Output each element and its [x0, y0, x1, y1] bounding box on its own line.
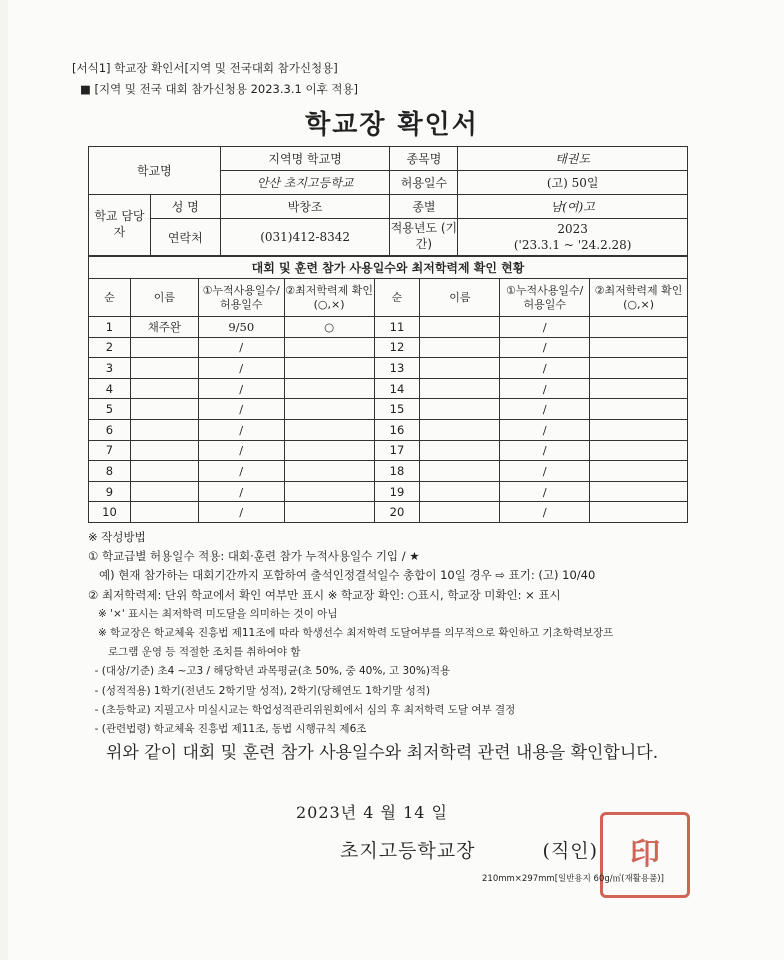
cell-check: [284, 358, 374, 379]
period-value: ('23.3.1 ~ '24.2.28): [513, 238, 632, 252]
cell-check: [590, 317, 688, 338]
cell-name: [130, 337, 198, 358]
school-label: 학교명: [89, 147, 221, 195]
writing-instructions: [88, 528, 613, 739]
cell-days: /: [500, 461, 590, 482]
paper-spec: 210mm×297mm[일반용지 60g/㎡(재활용품)]: [482, 874, 664, 884]
cell-name: [420, 337, 500, 358]
instruction-line: ② 최저학력제: 단위 학교에서 확인 여부만 표시 ※ 학교장 확인: ○표시, 학교장 미확인: × 표시: [88, 587, 561, 602]
header-days: ①누적사용일수/ 허용일수: [198, 279, 284, 317]
cell-check: [284, 378, 374, 399]
cell-days: /: [198, 399, 284, 420]
cell-check: [590, 337, 688, 358]
cell-no: 4: [89, 378, 131, 399]
table-row: [89, 419, 688, 440]
header-days: ①누적사용일수/ 허용일수: [500, 279, 590, 317]
cell-no: 1: [89, 317, 131, 338]
school-info-table: [88, 146, 688, 256]
cell-no: 11: [374, 317, 420, 338]
cell-name: [130, 481, 198, 502]
instruction-line: - (관련법령) 학교체육 진흥법 제11조, 동법 시행규칙 제6조: [88, 723, 367, 736]
table-row: [89, 378, 688, 399]
header-name: 이름: [420, 279, 500, 317]
cell-check: [590, 419, 688, 440]
cell-name: [420, 461, 500, 482]
cell-days: /: [500, 358, 590, 379]
instruction-line: 로그램 운영 등 적절한 조치를 취하여야 함: [88, 646, 301, 659]
contact-label: 연락처: [150, 219, 220, 256]
cell-name: [130, 399, 198, 420]
school-value: 안산 초지고등학교: [220, 171, 390, 195]
form-number: [서식1] 학교장 확인서[지역 및 전국대회 참가신청용]: [72, 61, 338, 75]
cell-days: /: [198, 440, 284, 461]
cell-check: [284, 461, 374, 482]
cell-no: 12: [374, 337, 420, 358]
instruction-line: ① 학교급별 허용일수 적용: 대회·훈련 참가 누적사용일수 기입 / ★: [88, 549, 420, 564]
cell-check: [284, 337, 374, 358]
cell-name: 채주완: [130, 317, 198, 338]
event-label: 종목명: [390, 147, 458, 171]
cell-days: /: [500, 378, 590, 399]
instruction-line: 예) 현재 참가하는 대회기간까지 포함하여 출석인정결석일수 총합이 10일 경우 ⇨ 표기: (고) 10/40: [88, 568, 596, 583]
cell-no: 8: [89, 461, 131, 482]
cell-no: 16: [374, 419, 420, 440]
table-row: [89, 337, 688, 358]
cell-days: /: [198, 502, 284, 523]
cell-days: /: [500, 399, 590, 420]
cell-no: 13: [374, 358, 420, 379]
cell-days: /: [500, 481, 590, 502]
name-label: 성 명: [150, 195, 220, 219]
instruction-line: ※ '×' 표시는 최저학력 미도달을 의미하는 것이 아님: [88, 607, 338, 620]
year-value: 2023: [557, 221, 588, 236]
instruction-line: ※ 작성방법: [88, 530, 146, 544]
cell-name: [130, 378, 198, 399]
cell-name: [420, 399, 500, 420]
header-check: ②최저학력제 확인(○,×): [284, 279, 374, 317]
name-value: 박창조: [220, 195, 390, 219]
cell-no: 18: [374, 461, 420, 482]
cell-name: [420, 481, 500, 502]
cell-no: 3: [89, 358, 131, 379]
cell-name: [130, 440, 198, 461]
cell-check: [590, 358, 688, 379]
cell-name: [130, 461, 198, 482]
cell-days: /: [198, 481, 284, 502]
cell-check: [284, 502, 374, 523]
header-check: ②최저학력제 확인(○,×): [590, 279, 688, 317]
cell-name: [420, 317, 500, 338]
instruction-line: - (초등학교) 지필고사 미실시교는 학업성적관리위원회에서 심의 후 최저학력 도달 여부 결정: [88, 703, 516, 716]
instruction-line: - (대상/기준) 초4 ~고3 / 해당학년 과목평균(초 50%, 중 40%, 고 30%)적용: [88, 665, 451, 678]
cell-check: [590, 481, 688, 502]
cell-days: /: [198, 461, 284, 482]
instruction-line: ※ 학교장은 학교체육 진흥법 제11조에 따라 학생선수 최저학력 도달여부를 의무적으로 확인하고 기초학력보장프: [88, 627, 614, 640]
cell-check: [284, 440, 374, 461]
cell-no: 7: [89, 440, 131, 461]
table-row: [89, 317, 688, 338]
cell-days: /: [198, 378, 284, 399]
cell-no: 17: [374, 440, 420, 461]
table-row: [89, 440, 688, 461]
school-sub: 지역명 학교명: [220, 147, 390, 171]
cell-days: /: [198, 337, 284, 358]
status-title: 대회 및 훈련 참가 사용일수와 최저학력제 확인 현황: [88, 256, 688, 278]
cell-days: /: [500, 337, 590, 358]
cell-check: [590, 440, 688, 461]
cell-name: [420, 378, 500, 399]
gender-label: 종별: [390, 195, 458, 219]
cell-check: [284, 399, 374, 420]
header-name: 이름: [130, 279, 198, 317]
table-row: [89, 481, 688, 502]
cell-no: 14: [374, 378, 420, 399]
cell-no: 2: [89, 337, 131, 358]
manager-label: 학교 담당자: [89, 195, 151, 256]
allowed-value: (고) 50일: [458, 171, 688, 195]
contact-value: (031)412-8342: [220, 219, 390, 256]
cell-name: [420, 502, 500, 523]
cell-check: [590, 502, 688, 523]
cell-no: 20: [374, 502, 420, 523]
cell-days: /: [500, 440, 590, 461]
cell-name: [420, 440, 500, 461]
cell-check: [284, 481, 374, 502]
cell-days: /: [500, 502, 590, 523]
table-row: [89, 358, 688, 379]
form-note: ■ [지역 및 전국 대회 참가신청용 2023.3.1 이후 적용]: [80, 82, 359, 96]
signature-date: 2023년 4 월 14 일: [296, 803, 448, 822]
table-row: [89, 399, 688, 420]
header-no: 순: [89, 279, 131, 317]
cell-name: [130, 358, 198, 379]
signer-seal-label: (직인): [542, 840, 599, 862]
allowed-label: 허용일수: [390, 171, 458, 195]
cell-no: 9: [89, 481, 131, 502]
cell-days: /: [500, 317, 590, 338]
cell-name: [420, 358, 500, 379]
year-cell: [458, 219, 688, 256]
table-row: [89, 461, 688, 482]
cell-name: [420, 419, 500, 440]
cell-days: 9/50: [198, 317, 284, 338]
cell-check: [590, 378, 688, 399]
instruction-line: - (성적적용) 1학기(전년도 2학기말 성적), 2학기(당해연도 1학기말 성적): [88, 684, 431, 697]
cell-name: [130, 419, 198, 440]
signer-name: 초지고등학교장: [340, 840, 476, 862]
official-seal-stamp: 印: [600, 812, 690, 898]
event-value: 태권도: [458, 147, 688, 171]
cell-no: 6: [89, 419, 131, 440]
gender-value: 남(여)고: [458, 195, 688, 219]
document-title: 학교장 확인서: [305, 110, 479, 140]
cell-check: [590, 399, 688, 420]
header-no: 순: [374, 279, 420, 317]
cell-check: [284, 419, 374, 440]
signer-title: [340, 836, 598, 863]
cell-days: /: [198, 419, 284, 440]
cell-check: ○: [284, 317, 374, 338]
cell-check: [590, 461, 688, 482]
cell-days: /: [500, 419, 590, 440]
table-row: [89, 502, 688, 523]
confirmation-statement: 위와 같이 대회 및 훈련 참가 사용일수와 최저학력 관련 내용을 확인합니다.: [106, 743, 659, 763]
cell-name: [130, 502, 198, 523]
cell-no: 15: [374, 399, 420, 420]
participation-table: [88, 278, 688, 523]
cell-no: 10: [89, 502, 131, 523]
year-label: 적용년도 (기간): [390, 219, 458, 256]
cell-no: 19: [374, 481, 420, 502]
cell-no: 5: [89, 399, 131, 420]
cell-days: /: [198, 358, 284, 379]
